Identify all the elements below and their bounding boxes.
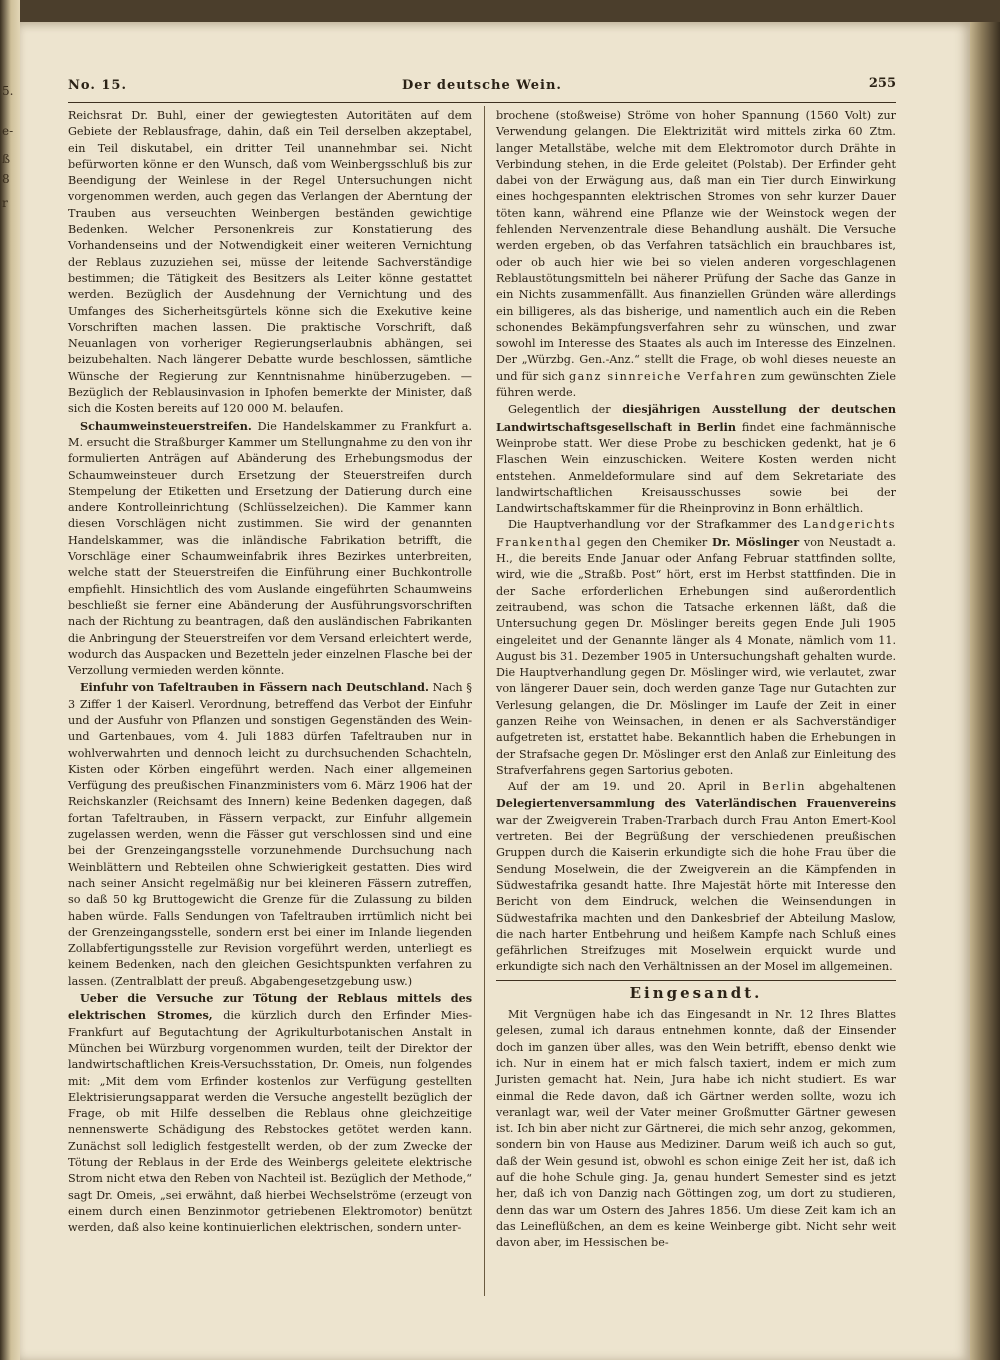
article-moeslinger xyxy=(496,517,896,779)
margin-fragment: r xyxy=(2,196,8,210)
header-rule xyxy=(68,102,896,103)
letter-paragraph: Mit Vergnügen habe ich das Eingesandt in Nr. 12 Ihres Blattes gelesen, zumal ich daraus entnehmen konnte, daß der Einsender doch im ganzen über alles, was den Wein betrifft, ebenso denkt wie ich. Nur in einem hat er mich falsch taxiert, indem er mich zum Juristen gemacht hat. Nein, Jura habe ich nicht studiert. Es war einmal die Rede davon, daß ich Gärtner werden sollte, wozu ich veranlagt war, weil der Vater meiner Großmutter Gärtner gewesen ist. Ich bin aber nicht zur Gärtnerei, die mich sehr anzog, gekommen, sondern bin von Hause aus Mediziner. Darum weiß ich auch so gut, daß der Wein gesund ist, obwohl es schon einige Zeit her ist, daß ich auf die hohe Schule ging. Ja, genau hundert Semester sind es jetzt her, daß ich von Danzig nach Göttingen zog, um dort zu studieren, denn das war um Ostern des Jahres 1856. Um diese Zeit kam ich an das Leineflüßchen, an dem es keine Weinberge gibt. Nicht sehr weit davon aber, im Hessischen be- xyxy=(496,1008,896,1250)
article-text: gegen den Chemiker xyxy=(582,535,713,549)
margin-fragment: ß xyxy=(2,152,11,166)
article-text: Auf der am 19. und 20. April in xyxy=(508,780,763,794)
article-heading: Einfuhr von Tafeltrauben in Fässern nach Deutschland. xyxy=(80,680,429,695)
article-schaumweinsteuerstreifen xyxy=(68,418,472,680)
article-text: von Neustadt a. H., die bereits Ende Januar oder Anfang Februar stattfinden sollte, wird, wie die „Straßb. Post“ hört, erst im Herbst stattfinden. Die in der Sache erforderlichen Erhebungen sind außerordentlich zeitraubend, was schon die Tatsache erkennen läßt, daß die Untersuchung gegen Dr. Möslinger bereits gegen Ende Juli 1905 eingeleitet und der Genannte länger als 4 Monate, nämlich vom 11. August bis 31. Dezember 1905 in Untersuchungshaft gehalten wurde. Die Hauptverhandlung gegen Dr. Möslinger wird, wie verlautet, zwar von längerer Dauer sein, doch werden ganze Tage nur Gutachten zur Verlesung gelangen, die Dr. Möslinger im Laufe der Zeit in einer ganzen Reihe von Weinsachen, in denen er als Sachverständiger aufgetreten ist, erstattet habe. Bekanntlich haben die Erhebungen in der Strafsache gegen Dr. Möslinger erst den Anlaß zur Einleitung des Strafverfahrens gegen Sartorius geboten. xyxy=(496,535,896,777)
article-text: Die Hauptverhandlung vor der Strafkammer des xyxy=(508,518,804,532)
article-text: abgehaltenen xyxy=(805,780,896,794)
facing-page-strip xyxy=(0,0,20,1360)
article-frauenverein xyxy=(496,779,896,976)
margin-fragment: 8 xyxy=(2,172,10,186)
column-divider xyxy=(484,106,485,1296)
page-number: 255 xyxy=(868,76,896,91)
issue-number: No. 15. xyxy=(68,78,127,93)
article-reblaus-strom xyxy=(68,990,472,1236)
page-header xyxy=(68,76,896,98)
article-text: brochene (stoßweise) Ströme von hoher Spannung (1560 Volt) zur Verwendung gelangen. Die Elektrizität wird mittels zirka 60 Ztm. langer Metallstäbe, welche mit dem Elektromotor durch Drähte in Verbindung stehen, in die Erde geleitet (Polstab). Der Erfinder geht dabei von der Erwägung aus, daß man ein Tier durch Einwirkung eines hochgespannten elektrischen Stromes von sehr kurzer Dauer töten kann, während eine Pflanze wie der Weinstock wegen der fehlenden Nervenzentrale diese Behandlung aushält. Die Versuche werden ergeben, ob das Verfahren tatsächlich ein brauchbares ist, oder ob auch hier wie bei so vielen anderen vorgeschlagenen Reblaustötungsmitteln bei näherer Prüfung der Sache das Ganze in ein Nichts zusammenfällt. Aus finanziellen Gründen wäre allerdings ein billigeres, als das bisherige, und namentlich auch ein die Reben schonendes Bekämpfungsverfahren sehr zu wünschen, und zwar sowohl im Interesse des Staates als auch im Interesse des Einzelnen. Der „Würzbg. Gen.-Anz.“ stellt die Frage, ob wohl dieses neueste an und für sich xyxy=(496,109,896,383)
book-edge xyxy=(970,22,1000,1360)
article-text: Nach § 3 Ziffer 1 der Kaiserl. Verordnung, betreffend das Verbot der Einfuhr und der Ausfuhr von Pflanzen und sonstigen Gegenständen des Wein- und Gartenbaues, vom 4. Juli 1883 dürfen Tafeltrauben nur in wohlverwahrten und dennoch leicht zu durchsuchenden Schachteln, Kisten oder Körben eingeführt werden. Nach einer allgemeinen Verfügung des preußischen Finanzministers vom 6. März 1906 hat der Reichskanzler (Reichsamt des Innern) keine Bedenken dagegen, daß fortan Tafeltrauben, in Fässern verpackt, zur Einfuhr allgemein zugelassen werden, wenn die Fässer gut verschlossen sind und eine bei der Grenzeingangsstelle vorzunehmende Durchsuchung nach Weinblättern und Rebteilen ohne Schwierigkeit gestatten. Dies wird nach seiner Ansicht regelmäßig nur bei kleineren Fässern zutreffen, so daß 50 kg Bruttogewicht die Grenze für die Zulassung zu bilden haben würde. Falls Sendungen von Tafeltrauben irrtümlich nicht bei der Grenzeingangsstelle, sondern erst bei einer im Inlande liegenden Zollabfertigungsstelle zur Revision vorgeführt werden, unterliegt es keinem Bedenken, nach den gleichen Gesichtspunkten verfahren zu lassen. (Zentralblatt der preuß. Abgabengesetzgebung usw.) xyxy=(68,681,472,988)
article-heading: diesjährigen Ausstellung der deutschen Landwirtschaftsgesellschaft in Berlin xyxy=(496,402,897,434)
article-tafeltrauben xyxy=(68,679,472,990)
margin-fragment: 5. xyxy=(2,84,14,98)
article-heading: Delegiertenversammlung des Vaterländischen Frauenvereins xyxy=(496,796,896,811)
article-continuation xyxy=(496,108,896,401)
article-text: die kürzlich durch den Erfinder Mies-Frankfurt auf Begutachtung der Agrikulturbotanischen Anstalt in München bei Würzburg vorgenommen wurden, teilt der Direktor der landwirtschaftlichen Kreis-Versuchsstation, Dr. Omeis, nun folgendes mit: „Mit dem vom Erfinder kostenlos zur Verfügung gestellten Elektrisierungsapparat werden die Versuche angestellt bezüglich der Frage, ob mit Hilfe desselben die Reblaus ohne gleichzeitige nennenswerte Schädigung des Rebstockes getötet werden kann. Zunächst soll lediglich festgestellt werden, ob der zum Zwecke der Tötung der Reblaus in der Erde des Weinbergs geleitete elektrische Strom nicht etwa den Reben von Nachteil ist. Bezüglich der Methode,“ sagt Dr. Omeis, „sei erwähnt, daß hierbei Wechselströme (erzeugt von einem durch einen Benzinmotor getriebenen Elektromotor) benützt werden, daß also keine kontinuierlichen elektrischen, sondern unter- xyxy=(68,1009,472,1235)
left-column xyxy=(68,108,472,1236)
publication-title: Der deutsche Wein. xyxy=(402,78,562,93)
article-paragraph: Reichsrat Dr. Buhl, einer der gewiegtesten Autoritäten auf dem Gebiete der Reblausfrage, dahin, daß ein Teil derselben akzeptabel, ein Teil diskutabel, ein dritter Teil unannehmbar sei. Nicht befürworten könne er den Wunsch, daß vom Weinbergsschluß bis zur Beendigung der Weinlese in der Regel Untersuchungen nicht vorgenommen werden, auch gegen das Verlangen der Aberntung der Trauben aus verseuchten Weinbergen beständen gewichtige Bedenken. Welcher Personenkreis zur Konstatierung des Vorhandenseins und der Notwendigkeit einer weiteren Vernichtung der Reblaus zuzuziehen sei, müsse der leitende Sachverständige bestimmen; die Tätigkeit des Besitzers als Leiter könne gestattet werden. Bezüglich der Ausdehnung der Vernichtung und des Umfanges des Sicherheitsgürtels könne sich die Exekutive keine Vorschriften machen lassen. Die praktische Vorschrift, daß Neuanlagen von vorheriger Regierungserlaubnis abhängen, sei beizubehalten. Nach längerer Debatte wurde beschlossen, sämtliche Wünsche der Regierung zur Kenntnisnahme hinüberzugeben. — Bezüglich der Reblausinvasion in Iphofen bemerkte der Minister, daß sich die Kosten bereits auf 120 000 M. belaufen. xyxy=(68,109,472,416)
article-ausstellung xyxy=(496,401,896,517)
spaced-emphasis: ganz sinnreiche Verfahren xyxy=(568,369,757,383)
article-text: findet eine fachmännische Weinprobe statt. Wer diese Probe zu beschicken gedenkt, hat je 6 Flaschen Wein einzuschicken. Weitere Kosten werden nicht entstehen. Anmeldeformulare sind auf dem Sekretariate des landwirtschaftlichen Kreisausschusses sowie bei der Landwirtschaftskammer für die Rheinprovinz in Bonn erhältlich. xyxy=(496,420,896,516)
section-title-eingesandt: Eingesandt. xyxy=(496,980,896,1001)
spaced-emphasis: Berlin xyxy=(762,780,806,794)
right-column xyxy=(496,108,896,1251)
article-text: Gelegentlich der xyxy=(508,403,623,417)
bold-name: Dr. Möslinger xyxy=(712,534,800,549)
article-text: war der Zweigverein Traben-Trarbach durch Frau Anton Emert-Kool vertreten. Bei der Begrüßung der verschiedenen preußischen Gruppen durch die Kaiserin erkundigte sich die hohe Frau über die Sendung Moselwein, die der Zweigverein an die Kämpfenden in Südwestafrika gesandt hatte. Ihre Majestät hörte mit Interesse den Bericht von dem Eindruck, welchen die Weinsendungen in Südwestafrika machten und den Dankesbrief der Abteilung Maslow, die nach harter Entbehrung und heißem Kampfe nach Schluß eines gefährlichen Streifzuges mit Moselwein erquickt wurde und erkundigte sich nach den Verhältnissen an der Mosel im allgemeinen. xyxy=(496,813,896,974)
margin-fragment: e- xyxy=(2,124,14,138)
article-heading: Schaumweinsteuerstreifen. xyxy=(80,418,252,433)
article-text: Die Handelskammer zu Frankfurt a. M. ersucht die Straßburger Kammer um Stellungnahme zu den von ihr formulierten Anträgen auf Abänderung des Erhebungsmodus der Schaumweinsteuer durch Ersetzung der Steuerstreifen durch Stempelung der Etiketten und Ersetzung der Datierung durch eine andere Kontrolleinrichtung (Schlüsselzeichen). Die Kammer kann diesen Vorschlägen nicht zustimmen. Sie wird der genannten Handelskammer, was die inländische Fabrikation betrifft, die Vorschläge einer Schaumweinfabrik ihres Bezirkes unterbreiten, welche statt der Steuerstreifen die Einführung einer Buchkontrolle empfiehlt. Hinsichtlich des vom Auslande eingeführten Schaumweins beschließt sie ferner eine Abänderung der Ausführungsvorschriften nach der Richtung zu beantragen, daß den ausländischen Fabrikanten die Anbringung der Steuerstreifen vor dem Versand erleichtert werde, wodurch das Auspacken und Bezetteln jeder einzelnen Flasche bei der Verzollung vermieden werden könnte. xyxy=(68,419,472,678)
spaced-emphasis: Landgerichts Frankenthal xyxy=(496,518,896,549)
article-text: zum gewünschten Ziele führen werde. xyxy=(496,369,897,400)
article-heading: Ueber die Versuche zur Tötung der Reblaus mittels des elektrischen Stromes, xyxy=(68,991,472,1023)
